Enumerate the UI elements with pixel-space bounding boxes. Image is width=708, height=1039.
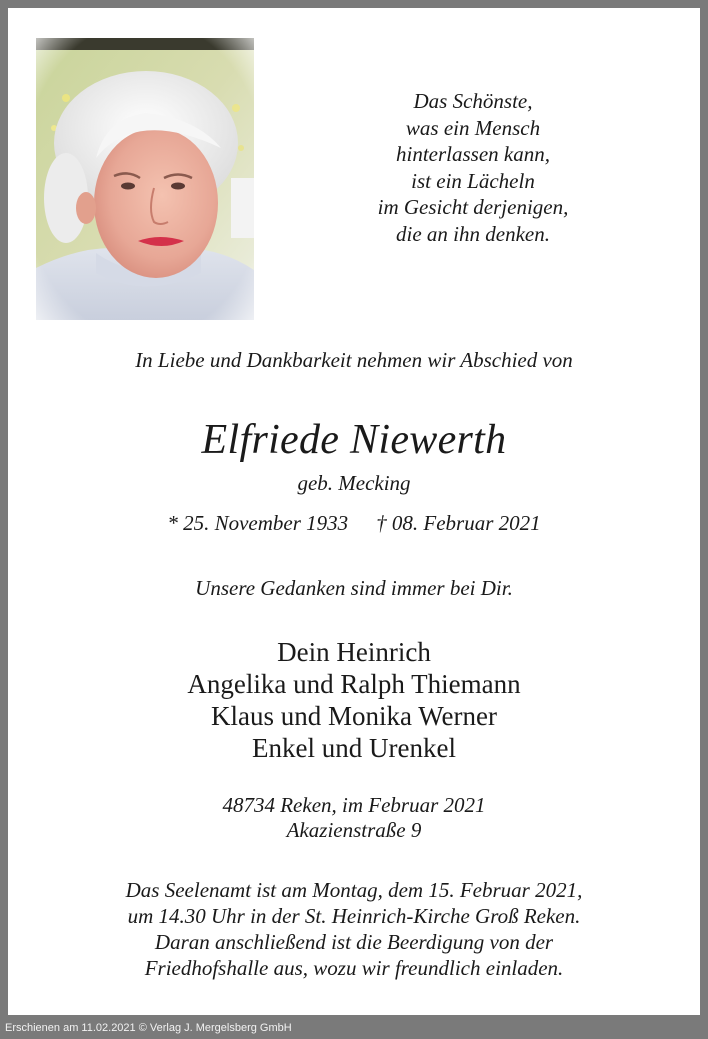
- birth-date: * 25. November 1933: [167, 511, 349, 535]
- poem-line: ist ein Lächeln: [411, 168, 535, 193]
- mourner: Dein Heinrich: [277, 637, 431, 667]
- obituary-card: [8, 8, 700, 1015]
- mourner: Klaus und Monika Werner: [210, 701, 498, 731]
- funeral-notice: [8, 877, 700, 981]
- farewell-intro: In Liebe und Dankbarkeit nehmen wir Abschied von: [135, 348, 573, 372]
- deceased-name: Elfriede Niewerth: [201, 417, 507, 463]
- death-date: † 08. Februar 2021: [376, 511, 541, 535]
- mourner: Angelika und Ralph Thiemann: [187, 669, 521, 699]
- poem-line: hinterlassen kann,: [396, 142, 550, 166]
- poem-line: Das Schönste,: [413, 89, 533, 113]
- poem-line: im Gesicht derjenigen,: [377, 195, 569, 219]
- address-block: [8, 793, 700, 843]
- poem-line: was ein Mensch: [405, 115, 541, 140]
- poem-line: die an ihn denken.: [396, 221, 550, 246]
- thoughts-line: Unsere Gedanken sind immer bei Dir.: [195, 576, 513, 600]
- mourner: Enkel und Urenkel: [252, 733, 456, 763]
- poem: [308, 88, 638, 247]
- place-date: 48734 Reken, im Februar 2021: [222, 793, 486, 817]
- funeral-line: Friedhofshalle aus, wozu wir freundlich einladen.: [144, 956, 564, 980]
- portrait-photo: [36, 38, 254, 320]
- mourners-list: [8, 636, 700, 764]
- funeral-line: Das Seelenamt ist am Montag, dem 15. Februar 2021,: [125, 878, 583, 902]
- birth-name: geb. Mecking: [297, 471, 411, 495]
- funeral-line: Daran anschließend ist die Beerdigung von der: [154, 930, 554, 954]
- funeral-line: um 14.30 Uhr in der St. Heinrich-Kirche Groß Reken.: [127, 904, 581, 928]
- life-dates: [8, 511, 700, 536]
- street-address: Akazienstraße 9: [286, 818, 422, 842]
- publication-footer: Erschienen am 11.02.2021 © Verlag J. Mergelsberg GmbH: [5, 1022, 292, 1034]
